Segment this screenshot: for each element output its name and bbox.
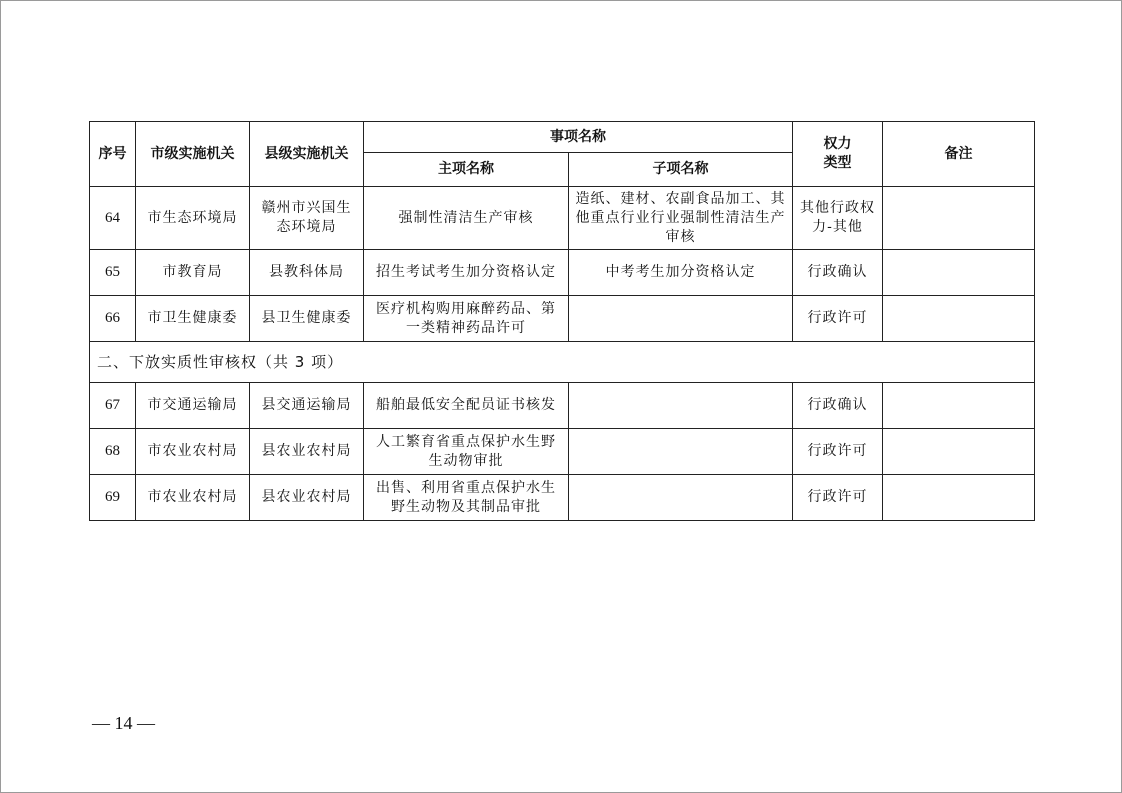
cell-sub-item: 中考考生加分资格认定 xyxy=(569,250,793,296)
cell-power-type: 行政确认 xyxy=(793,383,883,429)
table-row xyxy=(90,187,1035,250)
cell-remark xyxy=(883,383,1035,429)
header-main-item: 主项名称 xyxy=(364,153,569,187)
header-power-type xyxy=(793,122,883,187)
header-seq: 序号 xyxy=(90,122,136,187)
cell-city-org: 市生态环境局 xyxy=(136,187,250,250)
cell-city-org: 市农业农村局 xyxy=(136,429,250,475)
cell-city-org: 市农业农村局 xyxy=(136,475,250,521)
cell-seq: 65 xyxy=(90,250,136,296)
cell-remark xyxy=(883,187,1035,250)
cell-power-type: 其他行政权力-其他 xyxy=(793,187,883,250)
cell-county-org: 县卫生健康委 xyxy=(250,296,364,342)
cell-sub-item xyxy=(569,475,793,521)
cell-power-type: 行政确认 xyxy=(793,250,883,296)
cell-main-item: 船舶最低安全配员证书核发 xyxy=(364,383,569,429)
cell-remark xyxy=(883,250,1035,296)
cell-power-type: 行政许可 xyxy=(793,296,883,342)
section-title: 二、下放实质性审核权（共 3 项） xyxy=(90,342,1035,383)
cell-power-type: 行政许可 xyxy=(793,475,883,521)
section-row xyxy=(90,342,1035,383)
cell-county-org: 县农业农村局 xyxy=(250,475,364,521)
header-row-1 xyxy=(90,122,1035,153)
table-row xyxy=(90,475,1035,521)
approval-items-table xyxy=(89,121,1035,521)
header-remark: 备注 xyxy=(883,122,1035,187)
cell-seq: 64 xyxy=(90,187,136,250)
cell-seq: 66 xyxy=(90,296,136,342)
cell-county-org: 赣州市兴国生态环境局 xyxy=(250,187,364,250)
cell-power-type: 行政许可 xyxy=(793,429,883,475)
header-item-name: 事项名称 xyxy=(364,122,793,153)
cell-sub-item xyxy=(569,429,793,475)
header-city-org: 市级实施机关 xyxy=(136,122,250,187)
table-row xyxy=(90,429,1035,475)
cell-city-org: 市教育局 xyxy=(136,250,250,296)
cell-county-org: 县教科体局 xyxy=(250,250,364,296)
cell-seq: 69 xyxy=(90,475,136,521)
header-sub-item: 子项名称 xyxy=(569,153,793,187)
cell-sub-item xyxy=(569,296,793,342)
cell-main-item: 招生考试考生加分资格认定 xyxy=(364,250,569,296)
table-row xyxy=(90,383,1035,429)
cell-county-org: 县农业农村局 xyxy=(250,429,364,475)
cell-main-item: 强制性清洁生产审核 xyxy=(364,187,569,250)
header-power-type-line1: 权力 xyxy=(823,136,852,152)
cell-sub-item xyxy=(569,383,793,429)
cell-city-org: 市交通运输局 xyxy=(136,383,250,429)
header-county-org: 县级实施机关 xyxy=(250,122,364,187)
cell-county-org: 县交通运输局 xyxy=(250,383,364,429)
cell-main-item: 医疗机构购用麻醉药品、第一类精神药品许可 xyxy=(364,296,569,342)
cell-main-item: 人工繁育省重点保护水生野生动物审批 xyxy=(364,429,569,475)
table-row xyxy=(90,296,1035,342)
page-number: — 14 — xyxy=(92,713,155,733)
cell-main-item: 出售、利用省重点保护水生野生动物及其制品审批 xyxy=(364,475,569,521)
header-power-type-line2: 类型 xyxy=(823,155,852,171)
cell-city-org: 市卫生健康委 xyxy=(136,296,250,342)
cell-seq: 68 xyxy=(90,429,136,475)
cell-seq: 67 xyxy=(90,383,136,429)
table-row xyxy=(90,250,1035,296)
cell-remark xyxy=(883,475,1035,521)
cell-sub-item: 造纸、建材、农副食品加工、其他重点行业行业强制性清洁生产审核 xyxy=(569,187,793,250)
cell-remark xyxy=(883,429,1035,475)
cell-remark xyxy=(883,296,1035,342)
